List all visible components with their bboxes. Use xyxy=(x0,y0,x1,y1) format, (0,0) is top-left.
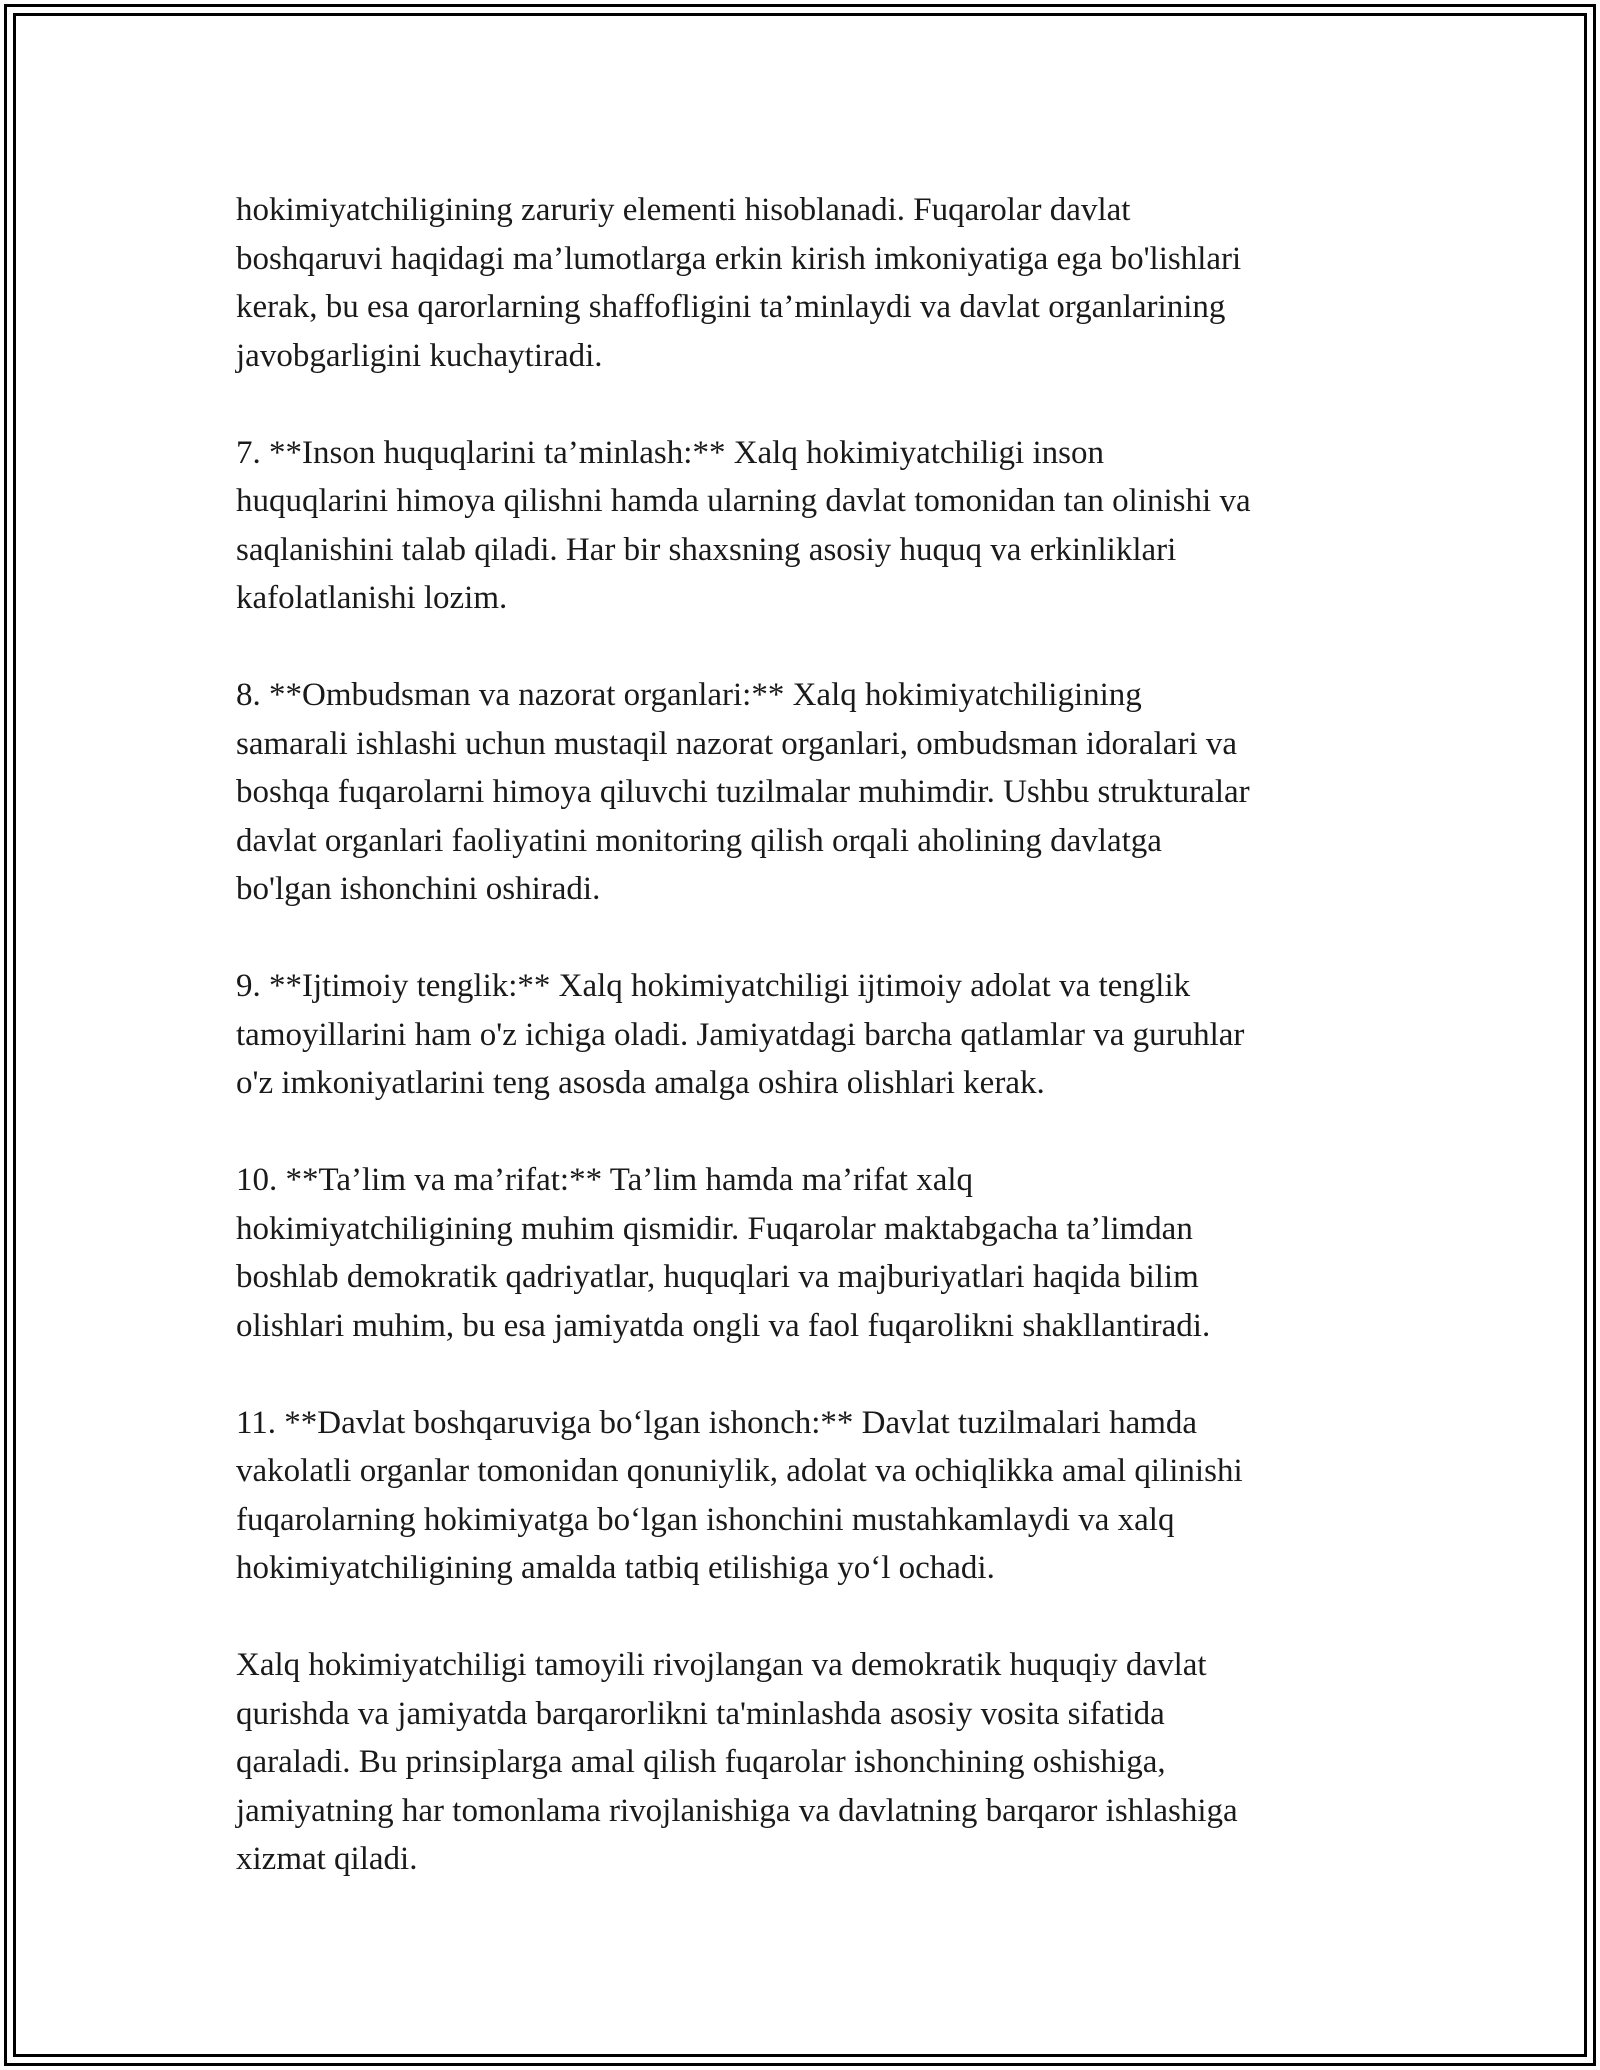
paragraph-conclusion: Xalq hokimiyatchiligi tamoyili rivojlangan va demokratik huquqiy davlat qurishda va jamiyatda barqarorlikni ta'minlashda asosiy vosita sifatida qaraladi. Bu prinsiplarga amal qilish fuqarolar ishonchining oshishiga, jamiyatning har tomonlama rivojlanishiga va davlatning barqaror ishlashiga xizmat qiladi. xyxy=(236,1647,1238,1877)
paragraph-item-11: 11. **Davlat boshqaruviga bo‘lgan ishonch:** Davlat tuzilmalari hamda vakolatli organlar tomonidan qonuniylik, adolat va ochiqlikka amal qilinishi fuqarolarning hokimiyatga bo‘lgan ishonchini mustahkamlaydi va xalq hokimiyatchiligining amalda tatbiq etilishiga yo‘l ochadi. xyxy=(236,1404,1243,1586)
document-body xyxy=(236,186,1396,1932)
paragraph-item-10: 10. **Ta’lim va ma’rifat:** Ta’lim hamda ma’rifat xalq hokimiyatchiligining muhim qismidir. Fuqarolar maktabgacha ta’limdan boshlab demokratik qadriyatlar, huquqlari va majburiyatlari haqida bilim olishlari muhim, bu esa jamiyatda ongli va faol fuqarolikni shakllantiradi. xyxy=(236,1162,1211,1344)
paragraph-item-8: 8. **Ombudsman va nazorat organlari:** Xalq hokimiyatchiligining samarali ishlashi uchun mustaqil nazorat organlari, ombudsman idoralari va boshqa fuqarolarni himoya qiluvchi tuzilmalar muhimdir. Ushbu strukturalar davlat organlari faoliyatini monitoring qilish orqali aholining davlatga bo'lgan ishonchini oshiradi. xyxy=(236,677,1250,907)
paragraph-continuation: hokimiyatchiligining zaruriy elementi hisoblanadi. Fuqarolar davlat boshqaruvi haqidagi ma’lumotlarga erkin kirish imkoniyatiga ega bo'lishlari kerak, bu esa qarorlarning shaffofligini ta’minlaydi va davlat organlarining javobgarligini kuchaytiradi. xyxy=(236,192,1242,374)
paragraph-item-7: 7. **Inson huquqlarini ta’minlash:** Xalq hokimiyatchiligi inson huquqlarini himoya qilishni hamda ularning davlat tomonidan tan olinishi va saqlanishini talab qiladi. Har bir shaxsning asosiy huquq va erkinliklari kafolatlanishi lozim. xyxy=(236,434,1251,616)
paragraph-item-9: 9. **Ijtimoiy tenglik:** Xalq hokimiyatchiligi ijtimoiy adolat va tenglik tamoyillarini ham o'z ichiga oladi. Jamiyatdagi barcha qatlamlar va guruhlar o'z imkoniyatlarini teng asosda amalga oshira olishlari kerak. xyxy=(236,968,1245,1101)
